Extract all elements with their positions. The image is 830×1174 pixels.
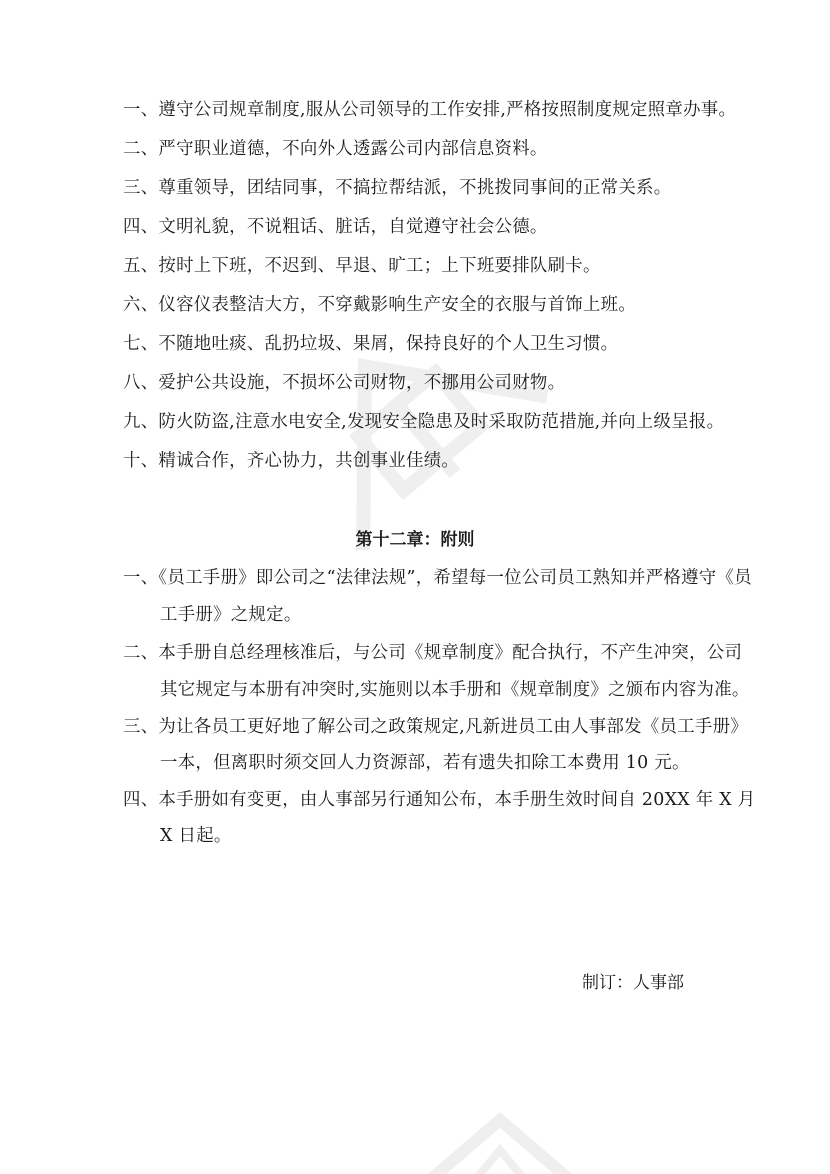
rule-item: 三、尊重领导，团结同事，不搞拉帮结派，不挑拨同事间的正常关系。	[123, 178, 672, 198]
rule-item: 一、遵守公司规章制度,服从公司领导的工作安排,严格按照制度规定照章办事。	[123, 100, 737, 120]
chapter-item-line: 二、本手册自总经理核准后，与公司《规章制度》配合执行，不产生冲突，公司	[123, 643, 743, 663]
chapter-item-continuation: X 日起。	[160, 826, 232, 846]
chapter-item-continuation: 工手册》之规定。	[160, 605, 302, 625]
rule-item: 四、文明礼貌，不说粗话、脏话，自觉遵守社会公德。	[123, 217, 548, 237]
rule-item: 二、严守职业道德，不向外人透露公司内部信息资料。	[123, 139, 548, 159]
chapter-heading: 第十二章：附则	[355, 530, 475, 550]
chapter-item-line: 一、《员工手册》即公司之“法律法规”，希望每一位公司员工熟知并严格遵守《员	[123, 568, 752, 588]
rule-item: 七、不随地吐痰、乱扔垃圾、果屑，保持良好的个人卫生习惯。	[123, 334, 619, 354]
rule-item: 十、精诚合作，齐心协力，共创事业佳绩。	[123, 451, 460, 471]
signature: 制订：人事部	[582, 973, 684, 993]
watermark-logo-icon-bottom	[420, 1110, 580, 1174]
rule-item: 八、爱护公共设施，不损坏公司财物，不挪用公司财物。	[123, 373, 566, 393]
chapter-item-continuation: 其它规定与本册有冲突时,实施则以本手册和《规章制度》之颁布内容为准。	[160, 680, 750, 700]
chapter-item-line: 四、本手册如有变更，由人事部另行通知公布，本手册生效时间自 20XX 年 X 月	[123, 790, 756, 810]
chapter-item-continuation: 一本，但离职时须交回人力资源部，若有遗失扣除工本费用 10 元。	[160, 753, 690, 773]
rule-item: 六、仪容仪表整洁大方，不穿戴影响生产安全的衣服与首饰上班。	[123, 295, 637, 315]
rule-item: 九、防火防盗,注意水电安全,发现安全隐患及时采取防范措施,并向上级呈报。	[123, 412, 725, 432]
chapter-item-line: 三、为让各员工更好地了解公司之政策规定,凡新进员工由人事部发《员工手册》	[123, 717, 749, 737]
rule-item: 五、按时上下班，不迟到、早退、旷工；上下班要排队刷卡。	[123, 256, 601, 276]
